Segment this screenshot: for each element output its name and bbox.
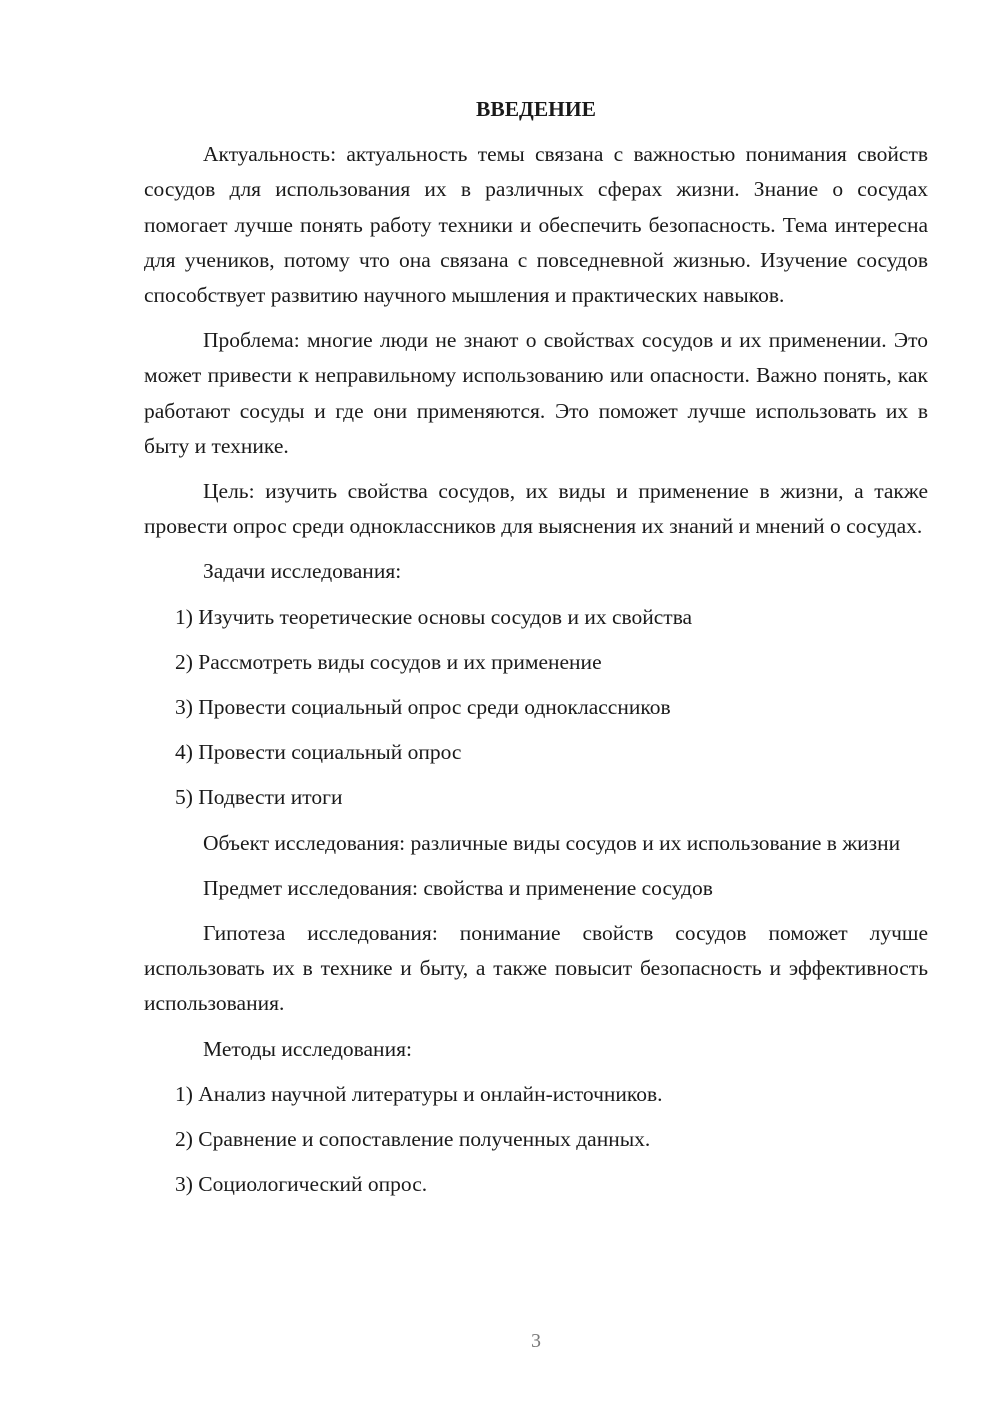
list-item: 3) Социологический опрос. bbox=[175, 1172, 428, 1197]
page-title: ВВЕДЕНИЕ bbox=[476, 97, 596, 121]
list-item: 3) Провести социальный опрос среди одноклассников bbox=[175, 695, 671, 720]
subject-paragraph: Предмет исследования: свойства и применение сосудов bbox=[203, 875, 713, 900]
relevance-paragraph: Актуальность: актуальность темы связана с важностью понимания свойств сосудов для использования их в различных сферах жизни. Знание о сосудах помогает лучше понять работу техники и обеспечить безопасность. Тема интересна для учеников, потому что она связана с повседневной жизнью. Изучение сосудов способствует развитию научного мышления и практических навыков. bbox=[144, 142, 928, 308]
goal-paragraph: Цель: изучить свойства сосудов, их виды и применение в жизни, а также провести опрос среди одноклассников для выяснения их знаний и мнений о сосудах. bbox=[144, 479, 928, 539]
list-item: 1) Анализ научной литературы и онлайн-источников. bbox=[175, 1081, 663, 1106]
tasks-label: Задачи исследования: bbox=[203, 559, 402, 584]
methods-list bbox=[144, 1077, 928, 1203]
list-item: 2) Сравнение и сопоставление полученных данных. bbox=[175, 1127, 651, 1152]
list-item: 4) Провести социальный опрос bbox=[175, 740, 462, 765]
object-paragraph: Объект исследования: различные виды сосудов и их использование в жизни bbox=[203, 830, 901, 855]
hypothesis-paragraph: Гипотеза исследования: понимание свойств сосудов поможет лучше использовать их в технике и быту, а также повысит безопасность и эффективность использования. bbox=[144, 921, 928, 1016]
list-item: 2) Рассмотреть виды сосудов и их применение bbox=[175, 649, 602, 674]
problem-paragraph: Проблема: многие люди не знают о свойствах сосудов и их применении. Это может привести к неправильному использованию или опасности. Важно понять, как работают сосуды и где они применяются. Это поможет лучше использовать их в быту и технике. bbox=[144, 328, 928, 458]
methods-label: Методы исследования: bbox=[203, 1036, 412, 1061]
list-item: 5) Подвести итоги bbox=[175, 785, 343, 810]
tasks-list bbox=[144, 600, 928, 816]
page-content bbox=[144, 92, 928, 1212]
list-item: 1) Изучить теоретические основы сосудов и их свойства bbox=[175, 604, 693, 629]
page-number: 3 bbox=[531, 1330, 541, 1352]
